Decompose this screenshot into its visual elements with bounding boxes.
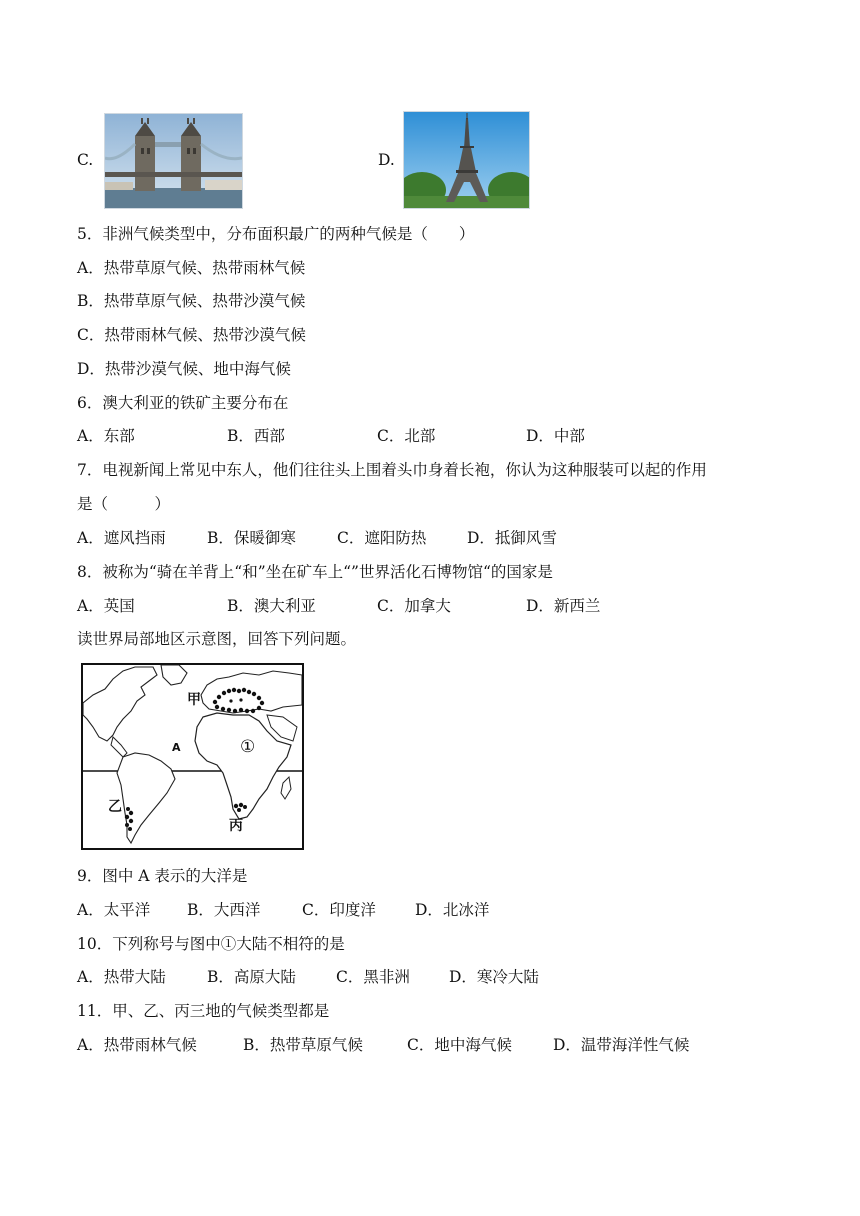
q6-options	[77, 426, 777, 446]
eiffel-tower-image	[403, 111, 530, 209]
q8-option-d[interactable]: D．新西兰	[526, 597, 601, 615]
q7-stem-line2: 是（ ）	[77, 495, 171, 513]
q6-option-b[interactable]: B．西部	[227, 427, 285, 445]
q7-option-d[interactable]: D．抵御风雪	[467, 529, 557, 547]
q6-option-d[interactable]: D．中部	[526, 427, 585, 445]
q11-option-d[interactable]: D．温带海洋性气候	[553, 1036, 690, 1054]
q10-option-c[interactable]: C．黑非洲	[336, 968, 410, 986]
q10-option-b[interactable]: B．高原大陆	[207, 968, 296, 986]
q10-options	[77, 967, 777, 987]
q8-option-c[interactable]: C．加拿大	[377, 597, 451, 615]
madagascar-shape	[281, 777, 291, 799]
central-america-shape	[111, 737, 127, 757]
q5-option-d[interactable]: D．热带沙漠气候、地中海气候	[77, 360, 291, 378]
option-c-label: C.	[77, 151, 94, 169]
q7-options	[77, 528, 777, 548]
map-label-circle-1: ①	[240, 737, 256, 757]
q7-option-c[interactable]: C．遮阳防热	[337, 529, 427, 547]
map-label-bing: 丙	[229, 818, 243, 834]
tower-bridge-illustration	[105, 114, 242, 208]
map-label-a: A	[172, 741, 181, 754]
q7-option-b[interactable]: B．保暖御寒	[207, 529, 296, 547]
q8-option-a[interactable]: A．英国	[77, 597, 135, 615]
world-region-map	[81, 663, 304, 850]
q5-option-c[interactable]: C．热带雨林气候、热带沙漠气候	[77, 326, 306, 344]
q10-option-d[interactable]: D．寒冷大陆	[449, 968, 539, 986]
q9-option-d[interactable]: D．北冰洋	[415, 901, 490, 919]
north-america-shape	[83, 667, 157, 741]
tower-bridge-image	[104, 113, 243, 209]
q11-option-b[interactable]: B．热带草原气候	[243, 1036, 363, 1054]
map-label-jia: 甲	[187, 692, 201, 708]
greenland-shape	[161, 665, 187, 685]
q9-stem: 9．图中 A 表示的大洋是	[77, 867, 248, 885]
q11-options	[77, 1035, 777, 1055]
q11-option-a[interactable]: A．热带雨林气候	[77, 1036, 197, 1054]
q6-option-a[interactable]: A．东部	[77, 427, 135, 445]
q10-option-a[interactable]: A．热带大陆	[77, 968, 166, 986]
q8-option-b[interactable]: B．澳大利亚	[227, 597, 316, 615]
q7-option-a[interactable]: A．遮风挡雨	[77, 529, 166, 547]
q5-option-b[interactable]: B．热带草原气候、热带沙漠气候	[77, 292, 306, 310]
q10-stem: 10．下列称号与图中①大陆不相符的是	[77, 935, 345, 953]
q7-stem-line1: 7．电视新闻上常见中东人，他们往往头上围着头巾身着长袍，你认为这种服装可以起的作用	[77, 461, 707, 479]
map-label-yi: 乙	[108, 799, 122, 815]
q6-option-c[interactable]: C．北部	[377, 427, 436, 445]
south-america-shape	[117, 753, 175, 843]
option-d-label: D.	[378, 151, 395, 169]
q6-stem: 6．澳大利亚的铁矿主要分布在	[77, 394, 289, 412]
eiffel-tower-illustration	[404, 112, 529, 208]
q5-option-a[interactable]: A．热带草原气候、热带雨林气候	[77, 259, 306, 277]
q5-stem: 5．非洲气候类型中，分布面积最广的两种气候是（ ）	[77, 225, 475, 243]
map-intro: 读世界局部地区示意图，回答下列问题。	[77, 630, 357, 648]
q9-option-c[interactable]: C．印度洋	[302, 901, 376, 919]
q9-option-a[interactable]: A．太平洋	[77, 901, 151, 919]
q8-options	[77, 596, 777, 616]
q9-option-b[interactable]: B．大西洋	[187, 901, 261, 919]
q11-option-c[interactable]: C．地中海气候	[407, 1036, 512, 1054]
q8-stem: 8．被称为“骑在羊背上“和”坐在矿车上“”世界活化石博物馆“的国家是	[77, 563, 553, 581]
q9-options	[77, 900, 777, 920]
q11-stem: 11．甲、乙、丙三地的气候类型都是	[77, 1002, 330, 1020]
